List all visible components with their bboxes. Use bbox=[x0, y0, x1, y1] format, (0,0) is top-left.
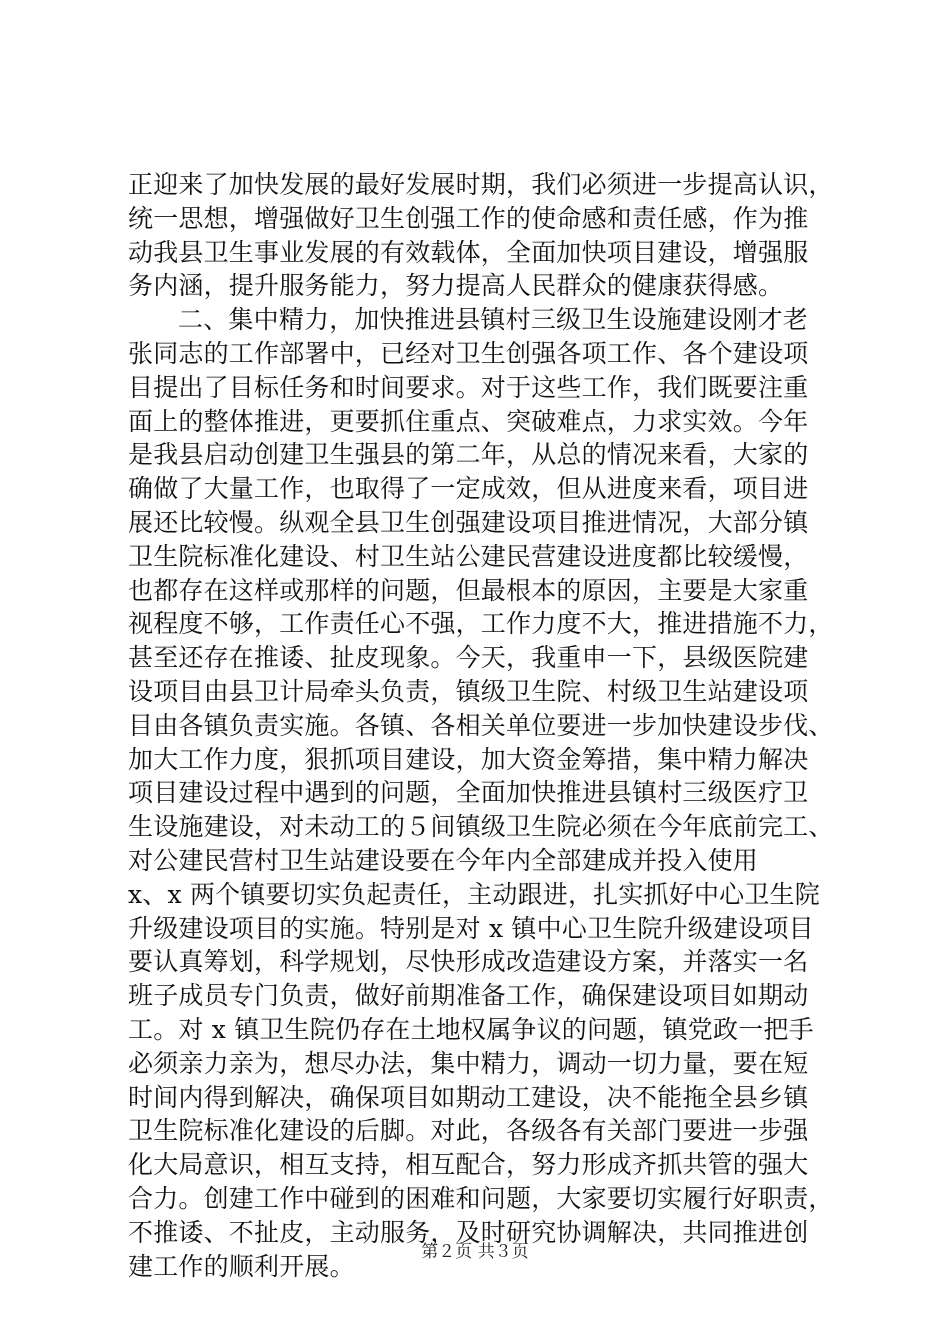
text-line: 升级建设项目的实施。特别是对 x 镇中心卫生院升级建设项目 bbox=[128, 913, 814, 943]
text-line: 建工作的顺利开展。 bbox=[128, 1251, 355, 1281]
text-line: 化大局意识，相互支持，相互配合，努力形成齐抓共管的强大 bbox=[128, 1150, 809, 1180]
text-line: 合力。创建工作中碰到的困难和问题，大家要切实履行好职责， bbox=[128, 1183, 834, 1213]
text-line: 目由各镇负责实施。各镇、各相关单位要进一步加快建设步伐、 bbox=[128, 710, 834, 740]
body-text bbox=[128, 168, 848, 1283]
text-line: 正迎来了加快发展的最好发展时期，我们必须进一步提高认识， bbox=[128, 170, 834, 199]
text-line: 项目建设过程中遇到的问题，全面加快推进县镇村三级医疗卫 bbox=[128, 778, 809, 808]
text-line: 目提出了目标任务和时间要求。对于这些工作，我们既要注重 bbox=[128, 372, 809, 402]
text-line: 班子成员专门负责，做好前期准备工作，确保建设项目如期动 bbox=[128, 981, 809, 1011]
text-line: 要认真筹划，科学规划，尽快形成改造建设方案，并落实一名 bbox=[128, 947, 809, 977]
text-line: 视程度不够，工作责任心不强，工作力度不大，推进措施不力， bbox=[128, 609, 834, 639]
text-line: 设项目由县卫计局牵头负责，镇级卫生院、村级卫生站建设项 bbox=[128, 676, 809, 706]
text-line: 时间内得到解决，确保项目如期动工建设，决不能拖全县乡镇 bbox=[128, 1082, 809, 1112]
text-line: 必须亲力亲为，想尽办法，集中精力，调动一切力量，要在短 bbox=[128, 1048, 809, 1078]
text-line: 张同志的工作部署中，已经对卫生创强各项工作、各个建设项 bbox=[128, 338, 809, 368]
text-line: x、x 两个镇要切实负起责任，主动跟进，扎实抓好中心卫生院 bbox=[128, 879, 820, 909]
text-line: 也都存在这样或那样的问题，但最根本的原因，主要是大家重 bbox=[128, 575, 809, 605]
text-line: 务内涵，提升服务能力，努力提高人民群众的健康获得感。 bbox=[128, 271, 784, 301]
text-line: 甚至还存在推诿、扯皮现象。今天，我重申一下，县级医院建 bbox=[128, 643, 809, 673]
text-line: 确做了大量工作，也取得了一定成效，但从进度来看，项目进 bbox=[128, 474, 809, 504]
text-line: 二、集中精力，加快推进县镇村三级卫生设施建设刚才老 bbox=[178, 305, 809, 335]
text-line: 卫生院标准化建设的后脚。对此，各级各有关部门要进一步强 bbox=[128, 1116, 809, 1146]
text-line: 工。对 x 镇卫生院仍存在土地权属争议的问题，镇党政一把手 bbox=[128, 1014, 814, 1044]
text-line: 不推诿、不扯皮，主动服务，及时研究协调解决，共同推进创 bbox=[128, 1217, 809, 1247]
text-line: 卫生院标准化建设、村卫生站公建民营建设进度都比较缓慢， bbox=[128, 541, 809, 571]
text-line: 统一思想，增强做好卫生创强工作的使命感和责任感，作为推 bbox=[128, 203, 809, 233]
text-line: 展还比较慢。纵观全县卫生创强建设项目推进情况，大部分镇 bbox=[128, 507, 809, 537]
text-line: 动我县卫生事业发展的有效载体，全面加快项目建设，增强服 bbox=[128, 237, 809, 267]
text-line: 是我县启动创建卫生强县的第二年，从总的情况来看，大家的 bbox=[128, 440, 809, 470]
text-line: 生设施建设，对未动工的５间镇级卫生院必须在今年底前完工、 bbox=[128, 812, 834, 842]
text-line: 加大工作力度，狠抓项目建设，加大资金筹措，集中精力解决 bbox=[128, 744, 809, 774]
page-footer: 第２页 共３页 bbox=[421, 1242, 529, 1262]
text-line: 面上的整体推进，更要抓住重点、突破难点，力求实效。今年 bbox=[128, 406, 809, 436]
text-line: 对公建民营村卫生站建设要在今年内全部建成并投入使用 bbox=[128, 845, 759, 875]
